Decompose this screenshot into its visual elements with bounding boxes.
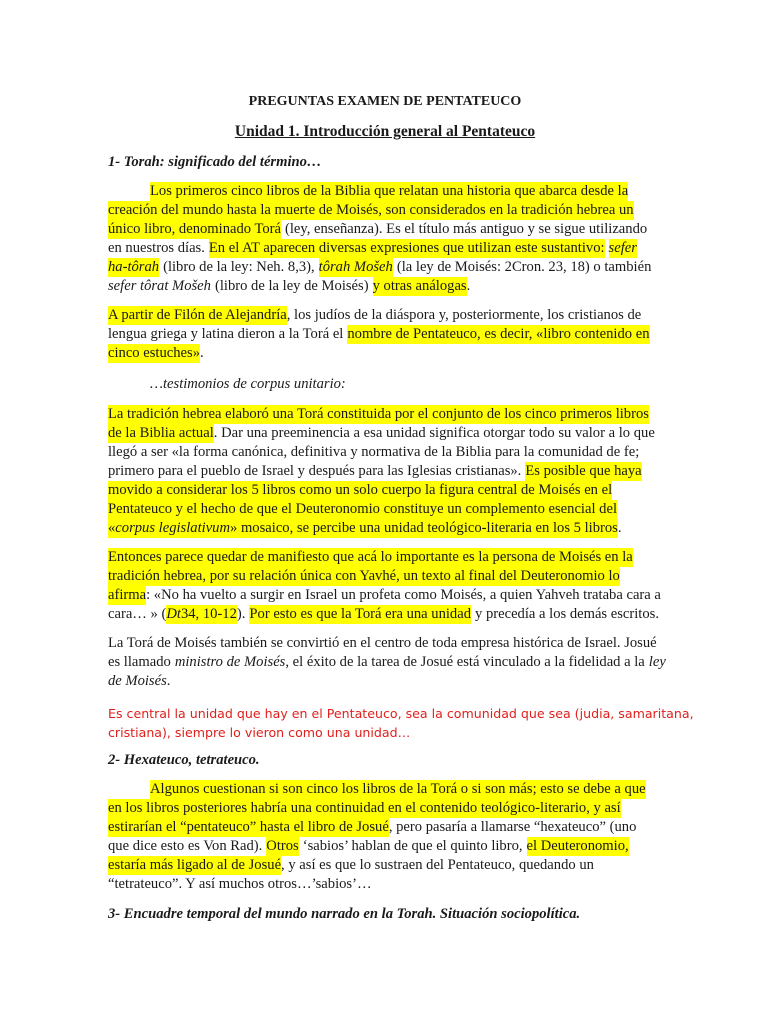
p4-text: 34, 10-12: [180, 606, 237, 622]
p7-text: ‘sabios’ hablan de que el quinto libro,: [302, 838, 523, 854]
p5-line-1: [108, 634, 662, 653]
p4-text: cara… » (: [108, 606, 167, 622]
p3-line-4: [108, 462, 662, 481]
p1-line-3: [108, 220, 662, 239]
p1-text: (libro de la ley: Neh. 8,3),: [163, 259, 315, 275]
p2-line-2: [108, 325, 662, 344]
p1-line-2: [108, 201, 662, 220]
p7-line-2: [108, 799, 662, 818]
p1-line-5: [108, 258, 662, 277]
p1-text: único libro, denominado Torá: [108, 221, 281, 237]
p1-text: tôrah Mošeh: [318, 259, 393, 275]
section-3-heading-line: [108, 905, 662, 924]
p7-text: , y así es que lo sustraen del Pentateuco, quedando un: [281, 857, 594, 873]
p3-text: corpus legislativum: [115, 520, 231, 536]
p3-text: llegó a ser «la forma canónica, definitiva y normativa de la Biblia para la comunidad de fe;: [108, 444, 640, 460]
p3-text: .: [617, 520, 622, 536]
section-1-heading-line: [108, 153, 662, 172]
p4-text: Por esto es que la Torá era una unidad: [249, 606, 472, 622]
p4-line-4: [108, 605, 662, 624]
section-1-heading: 1- Torah: significado del término…: [108, 154, 322, 170]
unit-heading: Unidad 1. Introducción general al Pentateuco: [234, 123, 536, 140]
p6-red-text: cristiana), siempre lo vieron como una unidad…: [108, 725, 411, 740]
p5-text: ministro de Moisés: [174, 654, 286, 670]
p7-text: en los libros posteriores habría una continuidad en el contenido teológico-literario, y así: [108, 800, 621, 816]
p1-text: (ley, enseñanza). Es el título más antiguo y se sigue utilizando: [285, 221, 648, 237]
p3-line-5: [108, 481, 662, 500]
p1-text: (la ley de Moisés: 2Cron. 23, 18) o también: [396, 259, 652, 275]
p7-text: estaría más ligado al de Josué: [108, 857, 282, 873]
p7-text: , pero pasaría a llamarse “hexateuco” (uno: [388, 819, 637, 835]
p3-text: Pentateuco y el hecho de que el Deuteronomio constituye un complemento esencial del: [108, 501, 617, 517]
p3-text: Es posible que haya: [525, 463, 642, 479]
p3-text: de la Biblia actual: [108, 425, 214, 441]
p1-text: creación del mundo hasta la muerte de Moisés, son considerados en la tradición hebrea un: [108, 202, 634, 218]
p7-line-1: [150, 780, 662, 799]
p5-text: La Torá de Moisés también se convirtió en el centro de toda empresa histórica de Israel. Josué: [108, 635, 657, 651]
p3-text: «: [108, 520, 116, 536]
p5-text: es llamado: [108, 654, 171, 670]
p7-text: estirarían el “pentateuco” hasta el libro de Josué: [108, 819, 389, 835]
p7-text: el Deuteronomio,: [526, 838, 629, 854]
p4-text: Entonces parece quedar de manifiesto que acá lo importante es la persona de Moisés en la: [108, 549, 633, 565]
p3-line-6: [108, 500, 662, 519]
p3-text: La tradición hebrea elaboró una Torá constituida por el conjunto de los cinco primeros libros: [108, 406, 649, 422]
p4-text: afirma: [108, 587, 147, 603]
p4-text: tradición hebrea, por su relación única con Yavhé, un texto al final del Deuteronomio lo: [108, 568, 620, 584]
p2-text: lengua griega y latina dieron a la Torá el: [108, 326, 344, 342]
p3-text: movido a considerar los 5 libros como un solo cuerpo la figura central de Moisés en el: [108, 482, 613, 498]
p7-line-5: [108, 856, 662, 875]
p1-text: ha-tôrah: [108, 259, 160, 275]
p7-line-3: [108, 818, 662, 837]
p2-text: A partir de Filón de Alejandría: [108, 307, 287, 323]
section-1-subheading: …testimonios de corpus unitario:: [150, 376, 346, 392]
p3-line-2: [108, 424, 662, 443]
p5-text: .: [166, 673, 171, 689]
p4-text: : «No ha vuelto a surgir en Israel un profeta como Moisés, a quien Yahveh trataba cara a: [146, 587, 661, 603]
p2-text: nombre de Pentateuco, es decir, «libro contenido en: [347, 326, 650, 342]
p4-text: Dt: [166, 606, 181, 622]
p7-text: “tetrateuco”. Y así muchos otros…’sabios’…: [108, 876, 372, 892]
section-2-heading-line: [108, 751, 662, 770]
unit-heading-line: [108, 122, 662, 141]
p5-text: de Moisés: [108, 673, 167, 689]
p2-text: cinco estuches»: [108, 345, 200, 361]
p4-text: ).: [236, 606, 246, 622]
p1-text: y otras análogas: [372, 278, 467, 294]
p5-line-3: [108, 672, 662, 691]
p1-text: sefer tôrat Mošeh: [108, 278, 211, 294]
document-title-line: [108, 92, 662, 111]
p3-line-1: [108, 405, 662, 424]
p1-line-6: [108, 277, 662, 296]
section-3-heading: 3- Encuadre temporal del mundo narrado en la Torah. Situación sociopolítica.: [108, 906, 581, 922]
p7-line-6: [108, 875, 662, 894]
p5-text: ley: [648, 654, 666, 670]
p7-text: Otros: [266, 838, 299, 854]
p4-line-2: [108, 567, 662, 586]
p7-text: que dice esto es Von Rad).: [108, 838, 263, 854]
p3-text: . Dar una preeminencia a esa unidad significa otorgar todo su valor a lo que: [213, 425, 655, 441]
p4-text: y precedía a los demás escritos.: [475, 606, 659, 622]
section-2-heading: 2- Hexateuco, tetrateuco.: [108, 752, 260, 768]
p6-line-1: [108, 704, 694, 723]
p3-line-3: [108, 443, 662, 462]
p2-text: .: [200, 345, 204, 361]
p1-text: sefer: [608, 240, 637, 256]
p1-text: .: [466, 278, 471, 294]
p5-line-2: [108, 653, 666, 672]
p1-text: (libro de la ley de Moisés): [214, 278, 369, 294]
p7-line-4: [108, 837, 662, 856]
p1-text: en nuestros días.: [108, 240, 205, 256]
p2-text: , los judíos de la diáspora y, posteriormente, los cristianos de: [286, 307, 642, 323]
p5-text: , el éxito de la tarea de Josué está vinculado a la fidelidad a la: [285, 654, 645, 670]
p2-line-1: [108, 306, 662, 325]
p4-line-3: [108, 586, 662, 605]
section-1-subheading-line: [150, 375, 662, 394]
p6-line-2: [108, 723, 662, 742]
p6-red-text: Es central la unidad que hay en el Pentateuco, sea la comunidad que sea (judia, samaritana,: [108, 706, 694, 721]
document-title: PREGUNTAS EXAMEN DE PENTATEUCO: [248, 94, 522, 109]
p4-line-1: [108, 548, 662, 567]
p3-line-7: [108, 519, 662, 538]
p3-text: » mosaico, se percibe una unidad teológico-literaria en los 5 libros: [230, 520, 618, 536]
p1-line-4: [108, 239, 662, 258]
p3-text: primero para el pueblo de Israel y después para las Iglesias cristianas».: [108, 463, 522, 479]
p1-text: Los primeros cinco libros de la Biblia que relatan una historia que abarca desde la: [150, 183, 629, 199]
p1-line-1: [150, 182, 662, 201]
p1-text: En el AT aparecen diversas expresiones que utilizan este sustantivo:: [208, 240, 605, 256]
p7-text: Algunos cuestionan si son cinco los libros de la Torá o si son más; esto se debe a que: [150, 781, 646, 797]
p2-line-3: [108, 344, 662, 363]
